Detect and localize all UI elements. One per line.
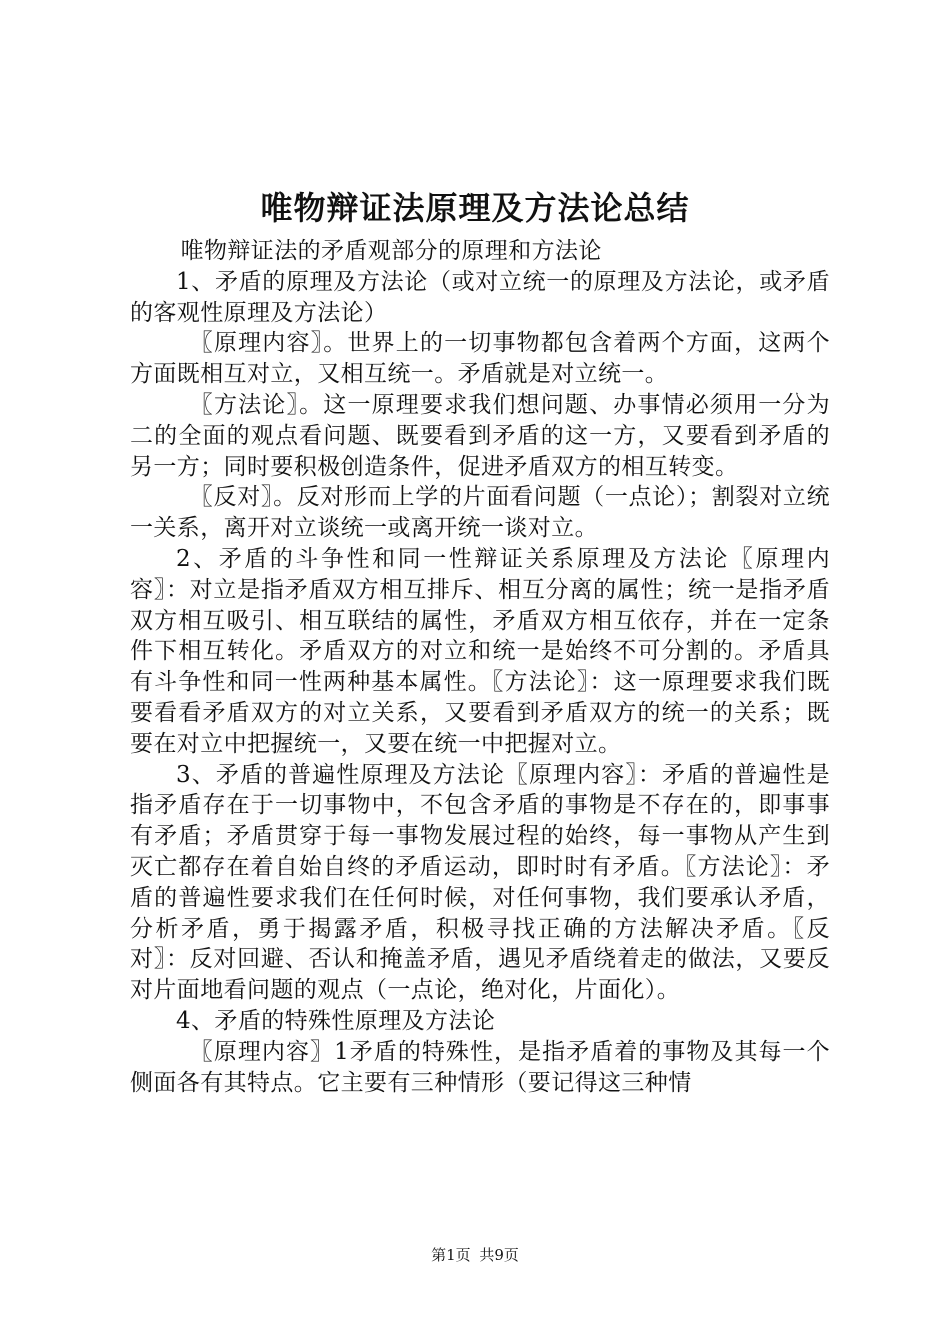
paragraph-item-3: 3、矛盾的普遍性原理及方法论〖原理内容〗：矛盾的普遍性是指矛盾存在于一切事物中，不包含矛盾的事物是不存在的，即事事有矛盾；矛盾贯穿于每一事物发展过程的始终，每一事物从产生到灭亡都存在着自始自终的矛盾运动，即时时有矛盾。〖方法论〗：矛盾的普遍性要求我们在任何时候，对任何事物，我们要承认矛盾，分析矛盾，勇于揭露矛盾，积极寻找正确的方法解决矛盾。〖反对〗：反对回避、否认和掩盖矛盾，遇见矛盾绕着走的做法，又要反对片面地看问题的观点（一点论，绝对化，片面化）。 bbox=[130, 761, 830, 1004]
paragraph-item-1-heading: 1、矛盾的原理及方法论（或对立统一的原理及方法论，或矛盾的客观性原理及方法论） bbox=[130, 268, 830, 326]
paragraph-item-4-content: 〖原理内容〗1矛盾的特殊性，是指矛盾着的事物及其每一个侧面各有其特点。它主要有三种情形（要记得这三种情 bbox=[130, 1038, 830, 1096]
page-number: 第1页 bbox=[431, 1246, 471, 1264]
paragraph-section-heading: 唯物辩证法的矛盾观部分的原理和方法论 bbox=[180, 238, 602, 264]
paragraph-methodology: 〖方法论〗。这一原理要求我们想问题、办事情必须用一分为二的全面的观点看问题、既要看到矛盾的这一方，又要看到矛盾的另一方；同时要积极创造条件，促进矛盾双方的相互转变。 bbox=[130, 391, 830, 480]
page-footer bbox=[0, 1244, 950, 1266]
document-title: 唯物辩证法原理及方法论总结 bbox=[260, 189, 690, 227]
page-total: 共9页 bbox=[479, 1246, 519, 1264]
paragraph-item-2: 2、矛盾的斗争性和同一性辩证关系原理及方法论〖原理内容〗：对立是指矛盾双方相互排斥、相互分离的属性；统一是指矛盾双方相互吸引、相互联结的属性，矛盾双方相互依存，并在一定条件下相互转化。矛盾双方的对立和统一是始终不可分割的。矛盾具有斗争性和同一性两种基本属性。〖方法论〗：这一原理要求我们既要看看矛盾双方的对立关系，又要看到矛盾双方的统一的关系；既要在对立中把握统一，又要在统一中把握对立。 bbox=[130, 545, 830, 757]
document-body bbox=[130, 236, 830, 1098]
paragraph-oppose: 〖反对〗。反对形而上学的片面看问题（一点论）；割裂对立统一关系，离开对立谈统一或离开统一谈对立。 bbox=[130, 484, 830, 542]
paragraph-principle-content: 〖原理内容〗。世界上的一切事物都包含着两个方面，这两个方面既相互对立，又相互统一。矛盾就是对立统一。 bbox=[130, 330, 830, 388]
paragraph-item-4-heading: 4、矛盾的特殊性原理及方法论 bbox=[176, 1007, 496, 1034]
